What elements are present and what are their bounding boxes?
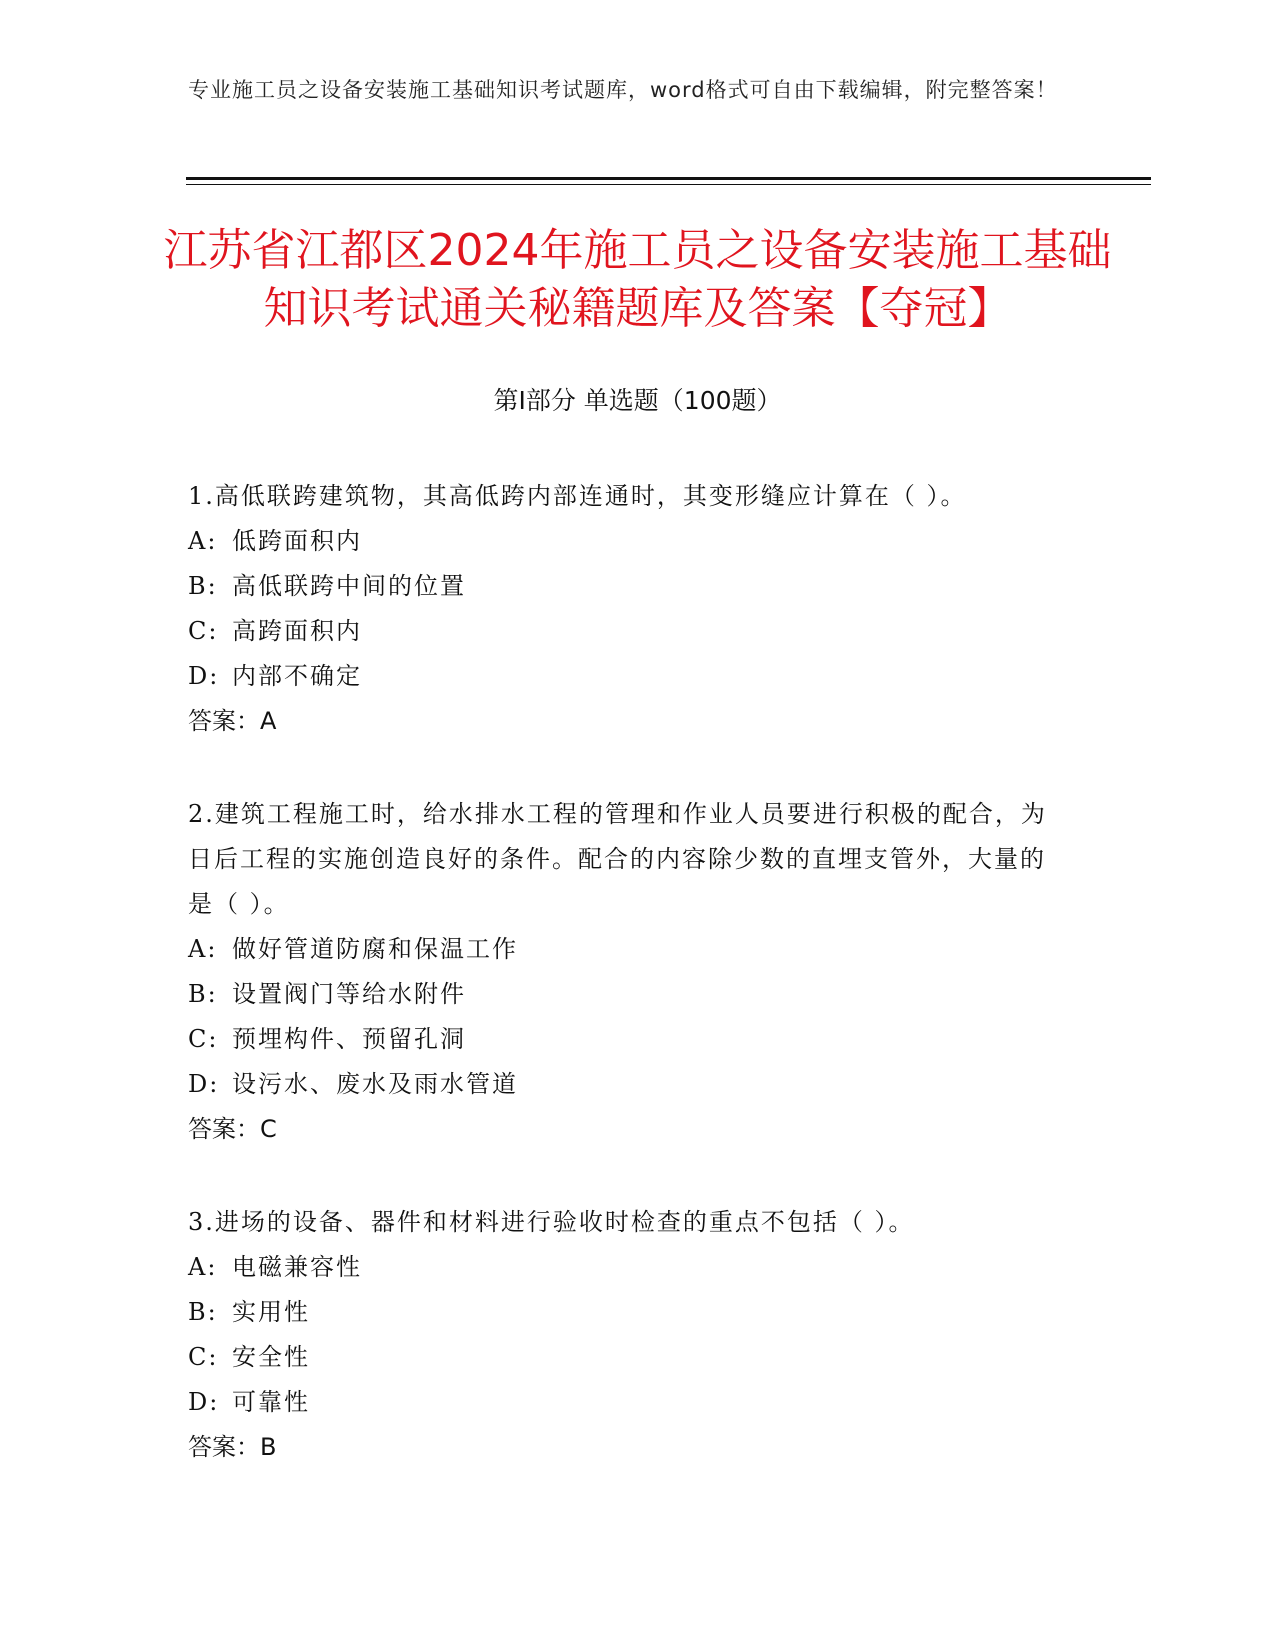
option-key: B: [188,572,218,600]
option-key: D: [188,662,220,690]
option-key: B: [188,980,218,1008]
option-text: 做好管道防腐和保温工作 [232,935,518,963]
option-key: A: [188,527,218,555]
option-c [188,609,1068,654]
option-d [188,654,1068,699]
question-1 [188,474,1068,744]
option-text: 高跨面积内 [232,617,362,645]
question-stem: 3.进场的设备、器件和材料进行验收时检查的重点不包括（ ）。 [188,1208,915,1236]
answer-line: 答案：B [188,1433,277,1461]
option-key: C: [188,617,219,645]
option-b [188,564,1068,609]
question-3 [188,1200,1068,1470]
option-text: 实用性 [232,1298,310,1326]
option-text: 高低联跨中间的位置 [232,572,466,600]
question-stem: 2.建筑工程施工时，给水排水工程的管理和作业人员要进行积极的配合，为日后工程的实施创造良好的条件。配合的内容除少数的直埋支管外，大量的是（ ）。 [188,800,1047,918]
option-d [188,1380,1068,1425]
question-stem: 1.高低联跨建筑物，其高低跨内部连通时，其变形缝应计算在（ ）。 [188,482,967,510]
option-text: 低跨面积内 [232,527,362,555]
option-c [188,1017,1068,1062]
option-b [188,1290,1068,1335]
option-c [188,1335,1068,1380]
header-divider-thick [186,177,1151,180]
option-key: B: [188,1298,218,1326]
option-key: C: [188,1025,219,1053]
option-text: 电磁兼容性 [232,1253,362,1281]
answer-line: 答案：A [188,707,277,735]
option-key: A: [188,1253,218,1281]
document-title: 江苏省江都区2024年施工员之设备安装施工基础知识考试通关秘籍题库及答案【夺冠】 [163,225,1112,334]
option-text: 设污水、废水及雨水管道 [232,1070,518,1098]
option-a [188,519,1068,564]
option-a [188,927,1068,972]
answer-line: 答案：C [188,1115,277,1143]
option-key: C: [188,1343,219,1371]
option-text: 预埋构件、预留孔洞 [232,1025,466,1053]
option-text: 安全性 [232,1343,310,1371]
option-text: 设置阀门等给水附件 [232,980,466,1008]
option-text: 内部不确定 [232,662,362,690]
option-key: A: [188,935,218,963]
option-key: D: [188,1070,220,1098]
option-a [188,1245,1068,1290]
option-text: 可靠性 [232,1388,310,1416]
option-d [188,1062,1068,1107]
question-2 [188,792,1068,1152]
option-b [188,972,1068,1017]
option-key: D: [188,1388,220,1416]
header-note: 专业施工员之设备安装施工基础知识考试题库，word格式可自由下载编辑，附完整答案！ [188,78,1058,102]
question-list [188,474,1068,1518]
section-heading: 第Ⅰ部分 单选题（100题） [493,386,782,415]
header-divider-thin [186,184,1151,185]
